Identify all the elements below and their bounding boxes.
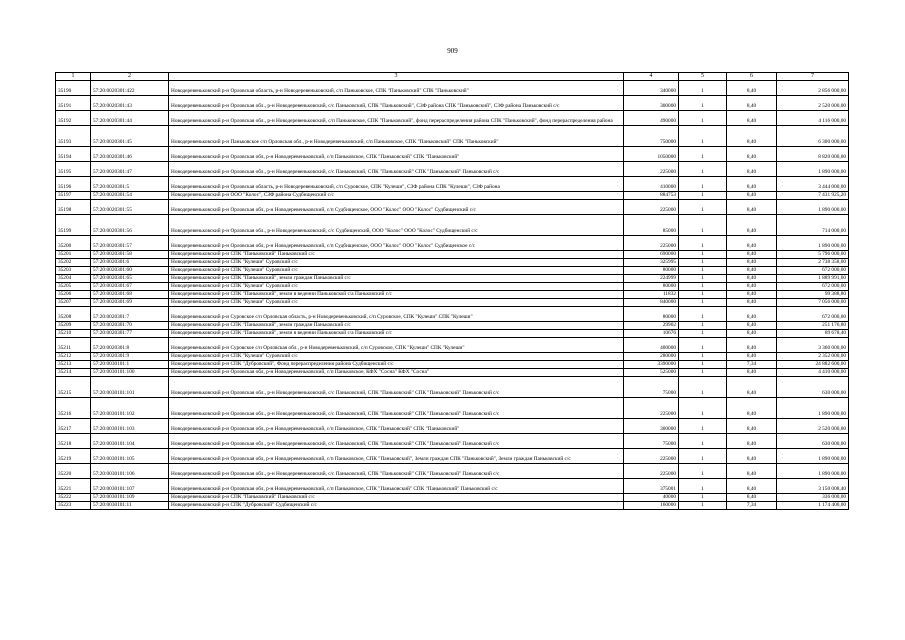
cadastral-number-cell: 57:20:0020301:422 bbox=[91, 81, 169, 96]
cadastral-value-cell: 4 410 000,00 bbox=[777, 369, 849, 377]
area-cell: 29902 bbox=[624, 322, 679, 330]
area-cell: 225000 bbox=[624, 200, 679, 215]
record-number-cell: 35211 bbox=[56, 338, 91, 353]
rate-cell: 8,40 bbox=[727, 479, 777, 494]
share-cell: 1 bbox=[679, 502, 727, 510]
area-cell: 225000 bbox=[624, 236, 679, 251]
share-cell: 1 bbox=[679, 330, 727, 338]
location-description-cell: Новодеревеньковский р-н Орловская обл., р-н Новодеревеньковский, с/с Паньковский, СПК "Паньковский" СПК "Паньковский" Паньковский с/с bbox=[169, 464, 624, 479]
table-row bbox=[56, 434, 849, 449]
rate-cell: 8,40 bbox=[727, 81, 777, 96]
location-description-cell: Новодеревеньковский р-н Орловская область, р-н Новодеревеньковский, с/п Паньковское, СПК "Паньковский" СПК "Паньковский" bbox=[169, 81, 624, 96]
cadastral-value-cell: 3 360 000,00 bbox=[777, 338, 849, 353]
record-number-cell: 35201 bbox=[56, 251, 91, 259]
area-cell: 340000 bbox=[624, 81, 679, 96]
column-header: 3 bbox=[169, 73, 624, 81]
location-description-cell: Новодеревеньковский р-н Орловская обл., р-н Новодеревеньковский, с/с Паньковский, СПК "Паньковский" СПК "Паньковский" Паньковский с/с bbox=[169, 377, 624, 398]
share-cell: 1 bbox=[679, 200, 727, 215]
area-cell: 300000 bbox=[624, 96, 679, 111]
cadastral-value-cell: 5 796 000,00 bbox=[777, 251, 849, 259]
rate-cell: 8,40 bbox=[727, 200, 777, 215]
table-row bbox=[56, 299, 849, 307]
record-number-cell: 35202 bbox=[56, 259, 91, 267]
area-cell: 75000 bbox=[624, 377, 679, 398]
share-cell: 1 bbox=[679, 353, 727, 361]
record-number-cell: 35193 bbox=[56, 126, 91, 147]
cadastral-number-cell: 57:20:0020301:45 bbox=[91, 126, 169, 147]
share-cell: 1 bbox=[679, 398, 727, 419]
rate-cell: 8,40 bbox=[727, 419, 777, 434]
area-cell: 10676 bbox=[624, 330, 679, 338]
table-row bbox=[56, 236, 849, 251]
record-number-cell: 35215 bbox=[56, 377, 91, 398]
location-description-cell: Новодеревеньковский р-н Орловская обл., р-н Новодеревеньковский, с/п Паньковское, СПК "Паньковский", фонд перераспределения района СПК "Паньковский", фонд перераспределения района bbox=[169, 111, 624, 126]
share-cell: 1 bbox=[679, 299, 727, 307]
table-row bbox=[56, 291, 849, 299]
rate-cell: 8,40 bbox=[727, 259, 777, 267]
rate-cell: 8,40 bbox=[727, 353, 777, 361]
location-description-cell: Новодеревеньковский р-н СПК "Кулеши" Суровский с/с bbox=[169, 353, 624, 361]
table-row bbox=[56, 126, 849, 147]
table-row bbox=[56, 96, 849, 111]
cadastral-value-cell: 2 520 000,00 bbox=[777, 419, 849, 434]
column-header: 6 bbox=[727, 73, 777, 81]
cadastral-number-cell: 57:20:0030101:109 bbox=[91, 494, 169, 502]
cadastral-value-cell: 672 000,00 bbox=[777, 283, 849, 291]
cadastral-value-cell: 7 056 000,00 bbox=[777, 299, 849, 307]
cadastral-number-cell: 57:20:0030101:104 bbox=[91, 434, 169, 449]
share-cell: 1 bbox=[679, 259, 727, 267]
cadastral-value-cell: 1 890 000,00 bbox=[777, 449, 849, 464]
table-row bbox=[56, 419, 849, 434]
record-number-cell: 35199 bbox=[56, 215, 91, 236]
rate-cell: 8,40 bbox=[727, 96, 777, 111]
area-cell: 225000 bbox=[624, 449, 679, 464]
table-row bbox=[56, 369, 849, 377]
rate-cell: 8,40 bbox=[727, 494, 777, 502]
share-cell: 1 bbox=[679, 177, 727, 192]
cadastral-value-cell: 7 431 925,20 bbox=[777, 192, 849, 200]
area-cell: 80000 bbox=[624, 267, 679, 275]
share-cell: 1 bbox=[679, 307, 727, 322]
share-cell: 1 bbox=[679, 338, 727, 353]
record-number-cell: 35212 bbox=[56, 353, 91, 361]
location-description-cell: Новодеревеньковский р-н Орловская обл, р-н Новодеревеньковский, с/п Паньковское, СПК "Паньковский", Земли граждан СПК "Паньковский", Земли граждан Паньковский с/с bbox=[169, 449, 624, 464]
table-row bbox=[56, 162, 849, 177]
record-number-cell: 35196 bbox=[56, 177, 91, 192]
cadastral-number-cell: 57:20:0030101:101 bbox=[91, 377, 169, 398]
rate-cell: 8,40 bbox=[727, 111, 777, 126]
share-cell: 1 bbox=[679, 434, 727, 449]
cadastral-number-cell: 57:20:0020301:67 bbox=[91, 283, 169, 291]
cadastral-value-cell: 4 116 000,00 bbox=[777, 111, 849, 126]
location-description-cell: Новодеревеньковский р-н Орловская обл., р-н Новодеревеньковский, с/с Паньковский, СПК "Паньковский" СПК "Паньковский" Паньковский с/с bbox=[169, 434, 624, 449]
area-cell: 11832 bbox=[624, 291, 679, 299]
table-row bbox=[56, 494, 849, 502]
record-number-cell: 35190 bbox=[56, 81, 91, 96]
cadastral-number-cell: 57:20:0020301:55 bbox=[91, 200, 169, 215]
record-number-cell: 35204 bbox=[56, 275, 91, 283]
record-number-cell: 35203 bbox=[56, 267, 91, 275]
rate-cell: 8,40 bbox=[727, 398, 777, 419]
table-row bbox=[56, 464, 849, 479]
area-cell: 750000 bbox=[624, 126, 679, 147]
share-cell: 1 bbox=[679, 479, 727, 494]
cadastral-number-cell: 57:20:0020301:60 bbox=[91, 267, 169, 275]
table-row bbox=[56, 322, 849, 330]
share-cell: 1 bbox=[679, 494, 727, 502]
share-cell: 1 bbox=[679, 464, 727, 479]
column-header: 2 bbox=[91, 73, 169, 81]
rate-cell: 8,40 bbox=[727, 291, 777, 299]
rate-cell: 8,40 bbox=[727, 215, 777, 236]
column-header: 5 bbox=[679, 73, 727, 81]
table-row bbox=[56, 330, 849, 338]
cadastral-number-cell: 57:20:0020301:58 bbox=[91, 251, 169, 259]
rate-cell: 8,40 bbox=[727, 322, 777, 330]
cadastral-value-cell: 2 856 000,00 bbox=[777, 81, 849, 96]
location-description-cell: Новодеревеньковский р-н Орловская обл., р-н Новодеревеньковский, с/с Паньковский, СПК "Паньковский" СПК "Паньковский" Паньковский с/с bbox=[169, 162, 624, 177]
record-number-cell: 35195 bbox=[56, 162, 91, 177]
location-description-cell: Новодеревеньковский р-н СПК "Паньковский", земли граждан Паньковский с/с bbox=[169, 275, 624, 283]
cadastral-value-cell: 3 444 000,00 bbox=[777, 177, 849, 192]
location-description-cell: Новодеревеньковский р-н СПК "Паньковский", земли граждан Паньковский с/с bbox=[169, 322, 624, 330]
cadastral-number-cell: 57:20:0020301:54 bbox=[91, 192, 169, 200]
share-cell: 1 bbox=[679, 162, 727, 177]
cadastral-number-cell: 57:20:0030101:100 bbox=[91, 369, 169, 377]
table-row bbox=[56, 81, 849, 96]
location-description-cell: Новодеревеньковский р-н Паньковское с/п Орловская обл., р-н Новодеревеньковский, с/п Паньковское, СПК "Паньковский" СПК "Паньковский" bbox=[169, 126, 624, 147]
cadastral-value-cell: 24 882 600,00 bbox=[777, 361, 849, 369]
record-number-cell: 35218 bbox=[56, 434, 91, 449]
share-cell: 1 bbox=[679, 215, 727, 236]
table-row bbox=[56, 192, 849, 200]
cadastral-number-cell: 57:20:0020301:69 bbox=[91, 299, 169, 307]
rate-cell: 8,40 bbox=[727, 177, 777, 192]
cadastral-value-cell: 1 889 991,60 bbox=[777, 275, 849, 283]
location-description-cell: Новодеревеньковский р-н СПК "Дубровский", Фонд перераспределения района Судбищенский с/с bbox=[169, 361, 624, 369]
cadastral-number-cell: 57:20:0020301:47 bbox=[91, 162, 169, 177]
table-row bbox=[56, 398, 849, 419]
record-number-cell: 35217 bbox=[56, 419, 91, 434]
area-cell: 80000 bbox=[624, 307, 679, 322]
area-cell: 225000 bbox=[624, 162, 679, 177]
location-description-cell: Новодеревеньковский р-н СПК "Паньковский" Паньковский с/с bbox=[169, 494, 624, 502]
record-number-cell: 35210 bbox=[56, 330, 91, 338]
location-description-cell: Новодеревеньковский р-н Орловская обл, р-н Новодеревеньковский, с/п Судбищенское, ООО "Колос" ООО "Колос" Судбищенский с/с bbox=[169, 200, 624, 215]
cadastral-value-cell: 630 000,00 bbox=[777, 434, 849, 449]
record-number-cell: 35198 bbox=[56, 200, 91, 215]
record-number-cell: 35192 bbox=[56, 111, 91, 126]
area-cell: 490000 bbox=[624, 111, 679, 126]
record-number-cell: 35200 bbox=[56, 236, 91, 251]
rate-cell: 7,34 bbox=[727, 361, 777, 369]
area-cell: 3390000 bbox=[624, 361, 679, 369]
rate-cell: 8,40 bbox=[727, 299, 777, 307]
table-row bbox=[56, 502, 849, 510]
location-description-cell: Новодеревеньковский р-н Орловская обл., р-н Новодеревеньковский, с/с Паньковский, СПК "Паньковский" СПК "Паньковский" Паньковский с/с bbox=[169, 398, 624, 419]
record-number-cell: 35207 bbox=[56, 299, 91, 307]
table-row bbox=[56, 251, 849, 259]
rate-cell: 8,40 bbox=[727, 267, 777, 275]
cadastral-value-cell: 3 150 008,40 bbox=[777, 479, 849, 494]
column-header: 4 bbox=[624, 73, 679, 81]
rate-cell: 8,40 bbox=[727, 192, 777, 200]
location-description-cell: Новодеревеньковский р-н Суровское с/п Орловская обл., р-н Новодеревеньковский, с/п Суровское, СПК "Кулеши" СПК "Кулеши" bbox=[169, 338, 624, 353]
share-cell: 1 bbox=[679, 126, 727, 147]
location-description-cell: Новодеревеньковский р-н Орловская обл, р-н Новодеревеньковский, с/п Паньковское, СПК "Паньковский" СПК "Паньковский" Паньковский с/с bbox=[169, 479, 624, 494]
location-description-cell: Новодеревеньковский р-н СПК "Кулеши" Суровский с/с bbox=[169, 259, 624, 267]
table-row bbox=[56, 361, 849, 369]
cadastral-number-cell: 57:20:0030101:105 bbox=[91, 449, 169, 464]
cadastral-value-cell: 336 000,00 bbox=[777, 494, 849, 502]
cadastral-number-cell: 57:20:0020301:57 bbox=[91, 236, 169, 251]
cadastral-number-cell: 57:20:0020301:68 bbox=[91, 291, 169, 299]
column-number-header-row bbox=[56, 73, 849, 81]
table-row bbox=[56, 111, 849, 126]
cadastral-value-cell: 89 678,40 bbox=[777, 330, 849, 338]
record-number-cell: 35191 bbox=[56, 96, 91, 111]
area-cell: 884753 bbox=[624, 192, 679, 200]
table-row bbox=[56, 215, 849, 236]
record-number-cell: 35220 bbox=[56, 464, 91, 479]
record-number-cell: 35221 bbox=[56, 479, 91, 494]
area-cell: 85000 bbox=[624, 215, 679, 236]
area-cell: 280000 bbox=[624, 353, 679, 361]
share-cell: 1 bbox=[679, 251, 727, 259]
record-number-cell: 35213 bbox=[56, 361, 91, 369]
location-description-cell: Новодеревеньковский р-н Орловская область, р-н Новодеревеньковский, с/п Суровское, СПК "Кулеши", СЗФ района СПК "Кулеши", СЗФ района bbox=[169, 177, 624, 192]
record-number-cell: 35222 bbox=[56, 494, 91, 502]
table-row bbox=[56, 200, 849, 215]
land-register-table bbox=[55, 72, 849, 510]
rate-cell: 8,40 bbox=[727, 251, 777, 259]
table-row bbox=[56, 177, 849, 192]
cadastral-number-cell: 57:20:0030101:11 bbox=[91, 502, 169, 510]
table-row bbox=[56, 147, 849, 162]
share-cell: 1 bbox=[679, 449, 727, 464]
cadastral-value-cell: 2 520 000,00 bbox=[777, 96, 849, 111]
area-cell: 840000 bbox=[624, 299, 679, 307]
cadastral-value-cell: 1 890 000,00 bbox=[777, 464, 849, 479]
share-cell: 1 bbox=[679, 96, 727, 111]
table-row bbox=[56, 449, 849, 464]
share-cell: 1 bbox=[679, 267, 727, 275]
rate-cell: 8,40 bbox=[727, 275, 777, 283]
cadastral-value-cell: 251 176,80 bbox=[777, 322, 849, 330]
column-header: 1 bbox=[56, 73, 91, 81]
location-description-cell: Новодеревеньковский р-н СПК "Паньковский", земли в ведении Паньковской с/а Паньковский с/с bbox=[169, 291, 624, 299]
cadastral-number-cell: 57:20:0020301:7 bbox=[91, 307, 169, 322]
rate-cell: 8,40 bbox=[727, 307, 777, 322]
cadastral-value-cell: 2 352 000,00 bbox=[777, 353, 849, 361]
table-row bbox=[56, 353, 849, 361]
rate-cell: 8,40 bbox=[727, 236, 777, 251]
cadastral-number-cell: 57:20:0030101:102 bbox=[91, 398, 169, 419]
location-description-cell: Новодеревеньковский р-н СПК "Дубровский" Судбищенский с/с bbox=[169, 502, 624, 510]
area-cell: 75000 bbox=[624, 434, 679, 449]
cadastral-number-cell: 57:20:0020301:5 bbox=[91, 177, 169, 192]
area-cell: 224999 bbox=[624, 275, 679, 283]
cadastral-value-cell: 672 000,00 bbox=[777, 267, 849, 275]
cadastral-number-cell: 57:20:0020301:8 bbox=[91, 338, 169, 353]
area-cell: 300000 bbox=[624, 419, 679, 434]
record-number-cell: 35219 bbox=[56, 449, 91, 464]
location-description-cell: Новодеревеньковский р-н Суровское с/п Орловская область, р-н Новодеревеньковский, с/п Суровское, СПК "Кулеши" СПК "Кулеши" bbox=[169, 307, 624, 322]
location-description-cell: Новодеревеньковский р-н Орловская обл, р-н Новодеревеньковский, с/п Паньковское, СПК "Паньковский" СПК "Паньковский" bbox=[169, 419, 624, 434]
share-cell: 1 bbox=[679, 291, 727, 299]
share-cell: 1 bbox=[679, 192, 727, 200]
record-number-cell: 35208 bbox=[56, 307, 91, 322]
cadastral-value-cell: 99 388,80 bbox=[777, 291, 849, 299]
share-cell: 1 bbox=[679, 322, 727, 330]
rate-cell: 8,40 bbox=[727, 369, 777, 377]
table-row bbox=[56, 338, 849, 353]
area-cell: 690000 bbox=[624, 251, 679, 259]
rate-cell: 8,40 bbox=[727, 434, 777, 449]
area-cell: 225000 bbox=[624, 464, 679, 479]
cadastral-number-cell: 57:20:0030101:103 bbox=[91, 419, 169, 434]
cadastral-value-cell: 630 000,00 bbox=[777, 377, 849, 398]
area-cell: 40000 bbox=[624, 494, 679, 502]
location-description-cell: Новодеревеньковский р-н СПК "Кулеши" Суровский с/с bbox=[169, 267, 624, 275]
cadastral-value-cell: 2 738 358,00 bbox=[777, 259, 849, 267]
record-number-cell: 35216 bbox=[56, 398, 91, 419]
area-cell: 1050000 bbox=[624, 147, 679, 162]
location-description-cell: Новодеревеньковский р-н Орловская обл, р-н Новодеревеньковский, с/п Судбищенское, ООО "Колос" ООО "Колос" Судбищенское с/с bbox=[169, 236, 624, 251]
share-cell: 1 bbox=[679, 377, 727, 398]
area-cell: 325995 bbox=[624, 259, 679, 267]
share-cell: 1 bbox=[679, 236, 727, 251]
cadastral-number-cell: 57:20:0030101:106 bbox=[91, 464, 169, 479]
record-number-cell: 35205 bbox=[56, 283, 91, 291]
cadastral-number-cell: 57:20:0030101:1 bbox=[91, 361, 169, 369]
location-description-cell: Новодеревеньковский р-н Орловская обл, р-н Новодеревеньковский, с/п Паньковское, КФХ "Сосна" КФХ "Сосна" bbox=[169, 369, 624, 377]
rate-cell: 8,40 bbox=[727, 147, 777, 162]
cadastral-number-cell: 57:20:0020301:43 bbox=[91, 96, 169, 111]
location-description-cell: Новодеревеньковский р-н ООО "Колос", СЗФ района Судбищенский с/с bbox=[169, 192, 624, 200]
table-row bbox=[56, 307, 849, 322]
cadastral-value-cell: 8 820 000,00 bbox=[777, 147, 849, 162]
table-row bbox=[56, 377, 849, 398]
cadastral-value-cell: 672 000,00 bbox=[777, 307, 849, 322]
area-cell: 225000 bbox=[624, 398, 679, 419]
cadastral-number-cell: 57:20:0020301:6 bbox=[91, 259, 169, 267]
share-cell: 1 bbox=[679, 147, 727, 162]
column-header: 7 bbox=[777, 73, 849, 81]
rate-cell: 8,40 bbox=[727, 283, 777, 291]
cadastral-value-cell: 714 000,00 bbox=[777, 215, 849, 236]
rate-cell: 7,34 bbox=[727, 502, 777, 510]
table-row bbox=[56, 275, 849, 283]
location-description-cell: Новодеревеньковский р-н СПК "Кулеши" Суровский с/с bbox=[169, 283, 624, 291]
location-description-cell: Новодеревеньковский р-н СПК "Паньковский", земли в ведении Паньковской с/а Паньковский с/с bbox=[169, 330, 624, 338]
cadastral-number-cell: 57:20:0020301:56 bbox=[91, 215, 169, 236]
rate-cell: 8,40 bbox=[727, 464, 777, 479]
rate-cell: 8,40 bbox=[727, 126, 777, 147]
share-cell: 1 bbox=[679, 361, 727, 369]
cadastral-number-cell: 57:20:0020301:65 bbox=[91, 275, 169, 283]
cadastral-value-cell: 1 890 000,00 bbox=[777, 200, 849, 215]
location-description-cell: Новодеревеньковский р-н Орловская обл., р-н Новодеревеньковский, с/с Паньковский, СПК "Паньковский", СЗФ района СПК "Паньковский", СЗФ района Паньковский с/с bbox=[169, 96, 624, 111]
area-cell: 525000 bbox=[624, 369, 679, 377]
cadastral-number-cell: 57:20:0020301:77 bbox=[91, 330, 169, 338]
cadastral-number-cell: 57:20:0030101:107 bbox=[91, 479, 169, 494]
cadastral-number-cell: 57:20:0020301:44 bbox=[91, 111, 169, 126]
record-number-cell: 35223 bbox=[56, 502, 91, 510]
table-row bbox=[56, 283, 849, 291]
cadastral-value-cell: 1 174 400,00 bbox=[777, 502, 849, 510]
rate-cell: 8,40 bbox=[727, 338, 777, 353]
record-number-cell: 35197 bbox=[56, 192, 91, 200]
table-row bbox=[56, 259, 849, 267]
cadastral-value-cell: 1 890 000,00 bbox=[777, 236, 849, 251]
rate-cell: 8,40 bbox=[727, 449, 777, 464]
cadastral-number-cell: 57:20:0020301:46 bbox=[91, 147, 169, 162]
area-cell: 375001 bbox=[624, 479, 679, 494]
rate-cell: 8,40 bbox=[727, 330, 777, 338]
cadastral-number-cell: 57:20:0020301:70 bbox=[91, 322, 169, 330]
table-row bbox=[56, 479, 849, 494]
share-cell: 1 bbox=[679, 81, 727, 96]
rate-cell: 8,40 bbox=[727, 162, 777, 177]
share-cell: 1 bbox=[679, 369, 727, 377]
cadastral-value-cell: 1 890 000,00 bbox=[777, 398, 849, 419]
location-description-cell: Новодеревеньковский р-н СПК "Паньковский" Паньковский с/с bbox=[169, 251, 624, 259]
share-cell: 1 bbox=[679, 111, 727, 126]
cadastral-value-cell: 1 890 000,00 bbox=[777, 162, 849, 177]
location-description-cell: Новодеревеньковский р-н Орловская обл., р-н Новодеревеньковский, с/с Судбищенский, ООО "Колос" ООО "Колос" Судбищенский с/с bbox=[169, 215, 624, 236]
record-number-cell: 35206 bbox=[56, 291, 91, 299]
page-number: 909 bbox=[447, 47, 458, 55]
area-cell: 160000 bbox=[624, 502, 679, 510]
area-cell: 400000 bbox=[624, 338, 679, 353]
share-cell: 1 bbox=[679, 275, 727, 283]
record-number-cell: 35209 bbox=[56, 322, 91, 330]
cadastral-value-cell: 6 300 000,00 bbox=[777, 126, 849, 147]
share-cell: 1 bbox=[679, 283, 727, 291]
record-number-cell: 35214 bbox=[56, 369, 91, 377]
area-cell: 80000 bbox=[624, 283, 679, 291]
location-description-cell: Новодеревеньковский р-н СПК "Кулеши" Суровский с/с bbox=[169, 299, 624, 307]
share-cell: 1 bbox=[679, 419, 727, 434]
cadastral-number-cell: 57:20:0020301:9 bbox=[91, 353, 169, 361]
location-description-cell: Новодеревеньковский р-н Орловская обл, р-н Новодеревеньковский, с/п Паньковское, СПК "Паньковский" СПК "Паньковский" bbox=[169, 147, 624, 162]
rate-cell: 8,40 bbox=[727, 377, 777, 398]
record-number-cell: 35194 bbox=[56, 147, 91, 162]
area-cell: 410000 bbox=[624, 177, 679, 192]
table-row bbox=[56, 267, 849, 275]
